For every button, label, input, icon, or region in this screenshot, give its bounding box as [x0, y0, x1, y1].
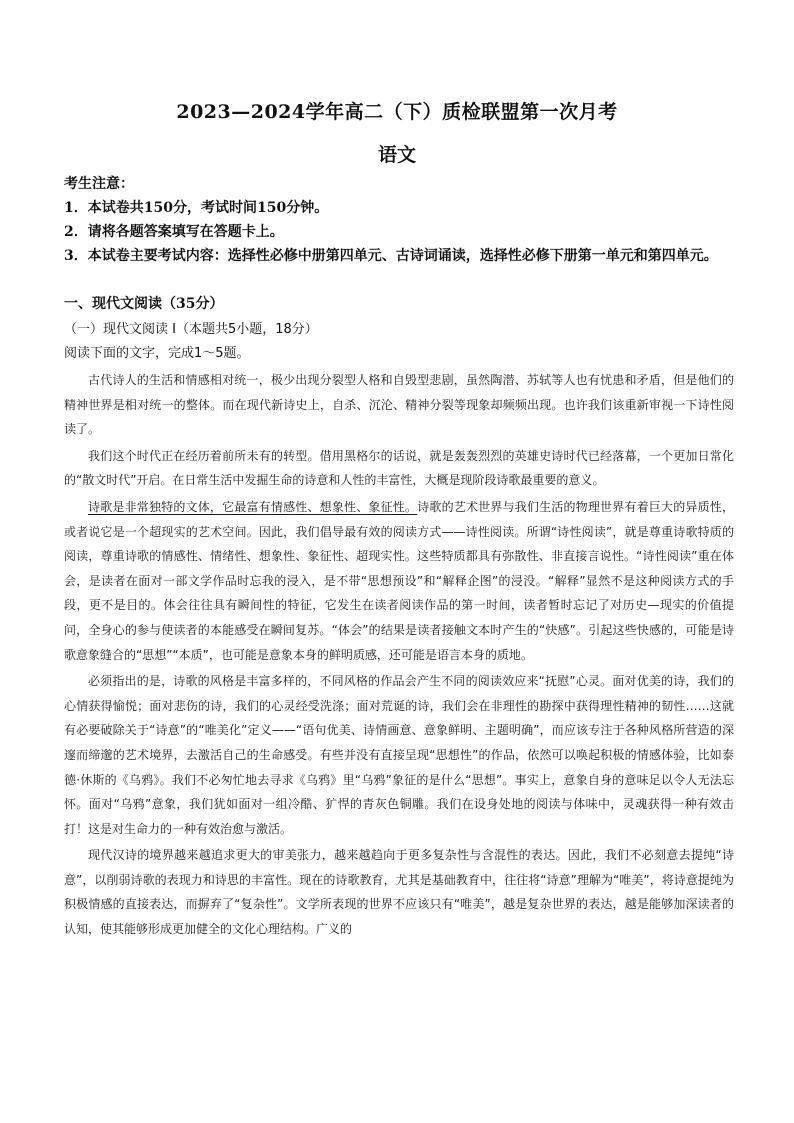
reading-instruction: 阅读下面的文字，完成1～5题。 [64, 346, 250, 361]
notice-item: 3．本试卷主要考试内容：选择性必修中册第四单元、古诗词诵读，选择性必修下册第一单元和第四单元。 [64, 248, 718, 264]
subject-title: 语文 [377, 144, 416, 166]
notice-item: 2．请将各题答案填写在答题卡上。 [64, 224, 284, 240]
section-heading: 一、现代文阅读（35分） [64, 296, 224, 312]
paragraph-text: 诗歌的艺术世界与我们生活的物理世界有着巨大的异质性，或者说它是一个超现实的艺术空间。因此，我们倡导最有效的阅读方式——诗性阅读。所谓“诗性阅读”，就是尊重诗歌特质的阅读，尊重诗歌的情感性、情绪性、想象性、象征性、超现实性。这些特质都具有弥散性、非直接言说性。“诗性阅读”重在体会，是读者在面对一部文学作品时忘我的浸入，是不带“思想预设”和“解释企图”的浸没。“解释”显然不是这种阅读方式的手段，更不是目的。体会往往具有瞬间性的特征，它发生在读者阅读作品的第一时间，读者暂时忘记了对历史—现实的价值提问，全身心的参与使读者的本能感受在瞬间复苏。“体会”的结果是读者接触文本时产生的“快感”。引起这些快感的，可能是诗歌意象缝合的“思想”“本质”，也可能是意象本身的鲜明质感，还可能是语言本身的质地。 [64, 499, 734, 662]
underlined-sentence: 诗歌是非常独特的文体，它最富有情感性、想象性、象征性。 [88, 499, 418, 514]
subsection-heading: （一）现代文阅读 I（本题共5小题，18分） [64, 322, 318, 337]
notice-heading: 考生注意： [64, 176, 134, 192]
passage-paragraph: 现代汉诗的境界越来越追求更大的审美张力，越来越趋向于更多复杂性与含混性的表达。因此，我们不必刻意去提纯“诗意”，以削弱诗歌的表现力和诗思的丰富性。现在的诗歌教育，尤其是基础教育中，往往将“诗意”理解为“唯美”，将诗意提纯为积极情感的直接表达，而摒弃了“复杂性”。文学所表现的世界不应该只有“唯美”，越是复杂世界的表达，越是能够加深读者的认知，使其能够形成更加健全的文化心理结构。广义的 [64, 848, 734, 937]
exam-title: 2023—2024学年高二（下）质检联盟第一次月考 [176, 101, 618, 123]
notice-item: 1．本试卷共150分，考试时间150分钟。 [64, 200, 329, 216]
passage-paragraph: 必须指出的是，诗歌的风格是丰富多样的，不同风格的作品会产生不同的阅读效应来“抚慰”心灵。面对优美的诗，我们的心情获得愉悦；面对悲伤的诗，我们的心灵经受洗涤；面对荒诞的诗，我们会在非理性的勘探中获得理性精神的韧性……这就有必要破除关于“诗意”的“唯美化”定义——“语句优美、诗情画意、意象鲜明、主题明确”，而应该专注于各种风格所营造的深邃而缔邈的艺术境界，去激活自己的生命感受。有些并没有直接呈现“思想性”的作品，依然可以唤起积极的情感体验，比如泰德·休斯的《乌鸦》。我们不必匆忙地去寻求《乌鸦》里“乌鸦”象征的是什么“思想”。事实上，意象自身的意味足以令人无法忘怀。面对“乌鸦”意象，我们犹如面对一组冷酷、犷悍的青灰色铜雕。我们在设身处地的阅读与体味中，灵魂获得一种有效击打！这是对生命力的一种有效治愈与激活。 [64, 674, 734, 836]
passage-paragraph: 古代诗人的生活和情感相对统一，极少出现分裂型人格和自毁型悲剧，虽然陶潜、苏轼等人也有忧患和矛盾，但是他们的精神世界是相对统一的整体。而在现代新诗史上，自杀、沉沦、精神分裂等现象却频频出现。也许我们该重新审视一下诗性阅读了。 [64, 373, 734, 437]
passage-paragraph [64, 495, 734, 667]
reading-passage [64, 368, 734, 942]
candidate-notice [64, 172, 734, 268]
passage-paragraph: 我们这个时代正在经历着前所未有的转型。借用黑格尔的话说，就是轰轰烈烈的英雄史诗时代已经落幕，一个更加日常化的“散文时代”开启。在日常生活中发掘生命的诗意和人性的丰富性，大概是现阶段诗歌最重要的意义。 [64, 448, 734, 488]
